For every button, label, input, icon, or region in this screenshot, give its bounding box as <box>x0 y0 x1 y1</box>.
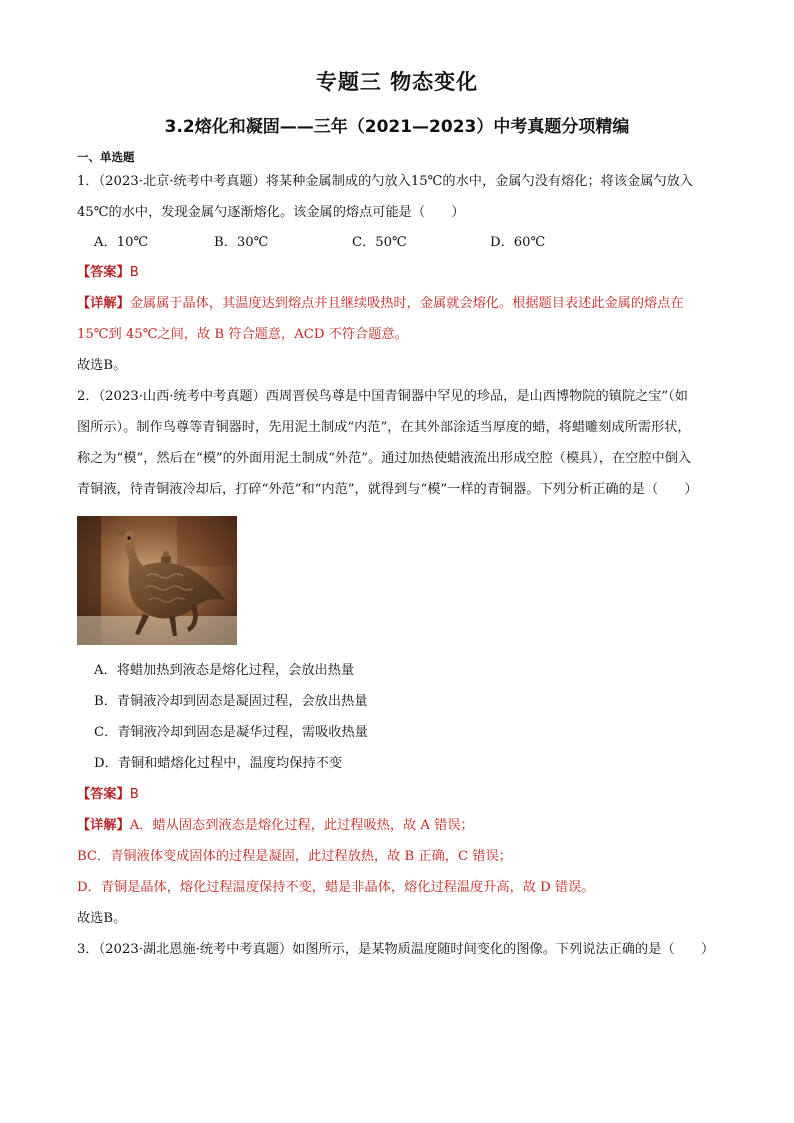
q1-detail-line2: 15℃到 45℃之间，故 B 符合题意，ACD 不符合题意。 <box>77 327 408 342</box>
q2-answer-value: B <box>129 787 139 802</box>
q1-detail-line1 <box>77 295 684 313</box>
q1-answer-tag: 【答案】 <box>77 265 130 280</box>
q1-option-b: B．30℃ <box>214 235 269 250</box>
q3-stem-line1: 3．（2023·湖北恩施·统考中考真题）如图所示，是某物质温度随时间变化的图像。下列说法正确的是（ ） <box>77 942 715 957</box>
q1-stem-line1: 1．（2023·北京·统考中考真题）将某种金属制成的勺放入15℃的水中，金属勺没有熔化；将该金属勺放入 <box>77 174 693 189</box>
q2-detail-text1: A．蜡从固态到液态是熔化过程，此过程吸热，故 A 错误； <box>129 818 474 833</box>
q1-detail-text1: 金属属于晶体，其温度达到熔点并且继续吸热时，金属就会熔化。根据题目表述此金属的熔点在 <box>129 296 684 311</box>
q2-stem-line2: 图所示）。制作鸟尊等青铜器时，先用泥土制成“内范”，在其外部涂适当厚度的蜡，将蜡雕刻成所需形状， <box>77 420 691 435</box>
q1-stem-line2: 45℃的水中，发现金属勺逐渐熔化。该金属的熔点可能是（ ） <box>77 205 465 220</box>
q1-option-a: A．10℃ <box>94 235 149 250</box>
q2-detail-line1 <box>77 817 474 835</box>
q1-option-d: D．60℃ <box>490 235 546 250</box>
q2-option-c: C．青铜液冷却到固态是凝华过程，需吸收热量 <box>94 725 368 740</box>
q2-conclusion: 故选B。 <box>77 911 127 926</box>
q1-detail-tag: 【详解】 <box>77 296 130 311</box>
q2-detail-line3: D．青铜是晶体，熔化过程温度保持不变，蜡是非晶体，熔化过程温度升高，故 D 错误。 <box>77 880 595 895</box>
q1-answer-line <box>77 264 139 282</box>
q1-option-c: C．50℃ <box>352 235 407 250</box>
page-title: 专题三 物态变化 <box>315 70 479 94</box>
q2-option-a: A．将蜡加热到液态是熔化过程，会放出热量 <box>94 663 355 678</box>
q2-answer-line <box>77 786 139 804</box>
q2-answer-tag: 【答案】 <box>77 787 130 802</box>
q2-detail-line2: BC．青铜液体变成固体的过程是凝固，此过程放热，故 B 正确，C 错误； <box>77 849 512 864</box>
q2-detail-tag: 【详解】 <box>77 818 130 833</box>
bronze-bird-zun-photo <box>77 516 237 645</box>
q2-stem-line4: 青铜液，待青铜液冷却后，打碎“外范”和“内范”，就得到与“模”一样的青铜器。下列分析正确的是（ ） <box>77 482 698 497</box>
q1-answer-value: B <box>129 265 139 280</box>
section-heading: 一、单选题 <box>77 150 135 164</box>
q2-stem-line3: 称之为“模”，然后在“模”的外面用泥土制成“外范”。通过加热使蜡液流出形成空腔（模具），在空腔中倒入 <box>77 451 692 466</box>
q2-option-d: D．青铜和蜡熔化过程中，温度均保持不变 <box>94 756 342 771</box>
q2-option-b: B．青铜液冷却到固态是凝固过程，会放出热量 <box>94 694 368 709</box>
page-subtitle: 3.2熔化和凝固——三年（2021—2023）中考真题分项精编 <box>164 117 630 137</box>
q1-conclusion: 故选B。 <box>77 358 127 373</box>
q2-stem-line1: 2．（2023·山西·统考中考真题）西周晋侯鸟尊是中国青铜器中罕见的珍品，是山西博物院的镇院之宝”（如 <box>77 389 688 404</box>
